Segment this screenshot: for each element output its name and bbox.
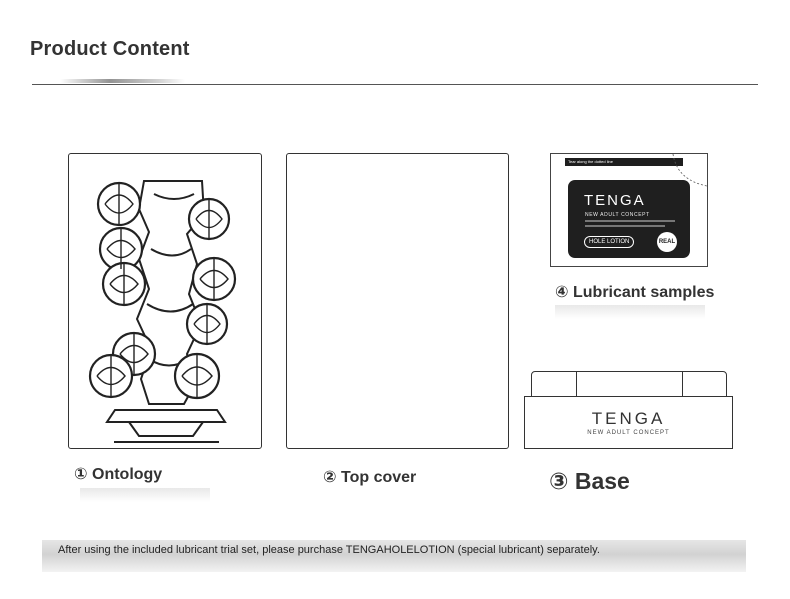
base-top-rim	[531, 371, 727, 397]
sachet-label	[568, 180, 690, 258]
ontology-drawing	[69, 154, 261, 448]
base-label: ③ Base	[549, 468, 630, 494]
notice-banner	[42, 540, 746, 572]
base-notch	[576, 372, 577, 397]
sachet-fine-print	[585, 225, 665, 227]
ontology-label: ① Ontology	[74, 466, 163, 483]
label-shadow	[80, 488, 210, 502]
sachet-brand: TENGA	[584, 192, 646, 209]
title-divider	[32, 84, 758, 85]
label-shadow	[555, 305, 705, 319]
top-cover-image	[286, 153, 509, 449]
base-tagline: NEW ADULT CONCEPT	[587, 430, 670, 436]
notice-text: After using the included lubricant trial set, please purchase TENGAHOLELOTION (special lubricant) separately.	[58, 544, 600, 556]
top-cover-label: ② Top cover	[323, 469, 417, 486]
real-badge: REAL	[657, 232, 677, 252]
base-image	[524, 396, 733, 449]
page-title: Product Content	[30, 38, 190, 60]
base-notch	[682, 372, 683, 397]
tear-strip: Tear along the dotted line	[565, 158, 683, 166]
sachet-tagline: NEW ADULT CONCEPT	[585, 212, 650, 218]
title-underline-accent	[60, 79, 185, 83]
lubricant-sample-image	[550, 153, 708, 267]
sachet-product-name: HOLE LOTION	[584, 236, 634, 248]
sachet-fine-print	[585, 220, 675, 222]
ontology-image	[68, 153, 262, 449]
lubricant-label: ④ Lubricant samples	[555, 284, 715, 301]
base-brand: TENGA	[591, 409, 666, 428]
